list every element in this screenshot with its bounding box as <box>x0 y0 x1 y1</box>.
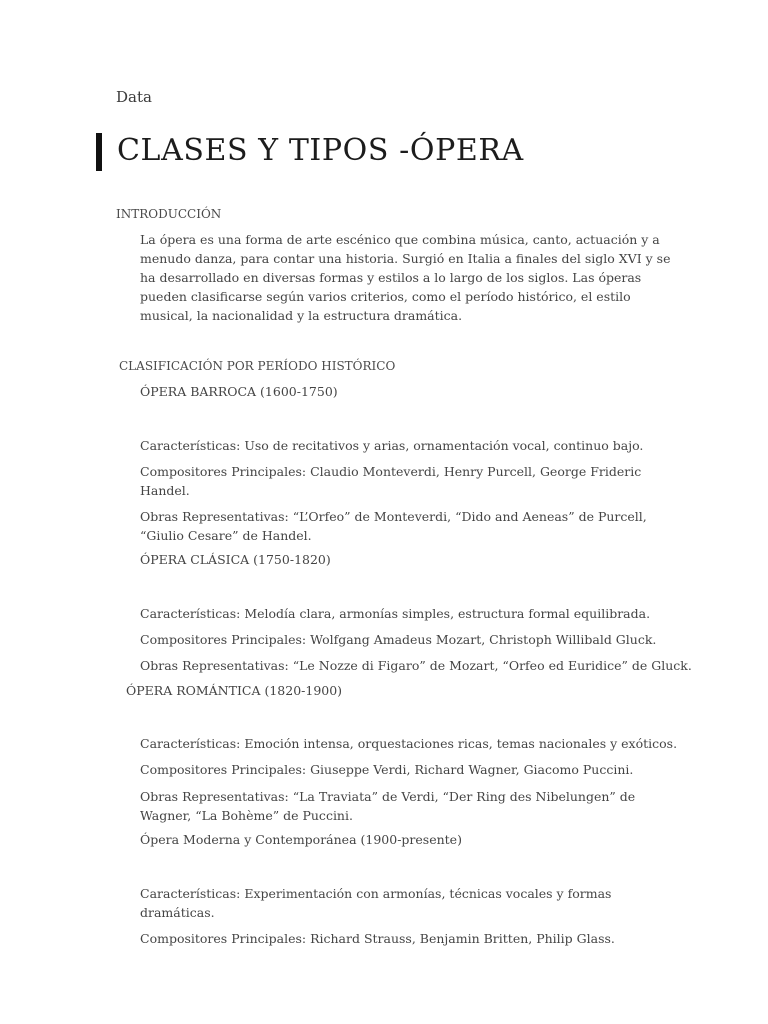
moderna-characteristics <box>140 884 650 922</box>
works-line: Obras Representativas: “L’Orfeo” de Monteverdi, “Dido and Aeneas” de Purcell, <box>140 509 647 524</box>
romantica-works <box>140 787 650 825</box>
clasica-characteristics <box>140 604 650 623</box>
title-accent-bar <box>96 133 102 171</box>
works-line: Obras Representativas: “La Traviata” de Verdi, “Der Ring des Nibelungen” de <box>140 789 636 804</box>
composers-line: Handel. <box>140 483 190 498</box>
composers-line: Compositores Principales: Wolfgang Amadeus Mozart, Christoph Willibald Gluck. <box>140 632 657 647</box>
section-heading-introduction: INTRODUCCIÓN <box>116 207 222 221</box>
intro-line: ha desarrollado en diversas formas y estilos a lo largo de los siglos. Las óperas <box>140 270 642 285</box>
intro-line: pueden clasificarse según varios criterios, como el período histórico, el estilo <box>140 289 631 304</box>
document-label: Data <box>116 88 152 106</box>
composers-line: Compositores Principales: Richard Strauss, Benjamin Britten, Philip Glass. <box>140 931 615 946</box>
intro-line: musical, la nacionalidad y la estructura dramática. <box>140 308 463 323</box>
section-heading-classification: CLASIFICACIÓN POR PERÍODO HISTÓRICO <box>119 359 396 373</box>
barroca-composers <box>140 462 650 500</box>
intro-paragraph <box>140 230 671 325</box>
characteristics-line: dramáticas. <box>140 905 215 920</box>
characteristics-line: Características: Experimentación con armonías, técnicas vocales y formas <box>140 886 612 901</box>
period-title-clasica: ÓPERA CLÁSICA (1750-1820) <box>140 552 331 567</box>
clasica-works <box>140 656 692 675</box>
barroca-works <box>140 507 650 545</box>
romantica-composers <box>140 760 650 779</box>
period-title-romantica: ÓPERA ROMÁNTICA (1820-1900) <box>126 683 343 698</box>
composers-line: Compositores Principales: Giuseppe Verdi, Richard Wagner, Giacomo Puccini. <box>140 762 634 777</box>
moderna-composers <box>140 929 650 948</box>
characteristics-line: Características: Emoción intensa, orquestaciones ricas, temas nacionales y exóticos. <box>140 736 678 751</box>
barroca-characteristics <box>140 436 650 455</box>
intro-line: menudo danza, para contar una historia. Surgió en Italia a finales del siglo XVI y se <box>140 251 671 266</box>
period-title-moderna: Ópera Moderna y Contemporánea (1900-presente) <box>140 832 462 847</box>
works-line: “Giulio Cesare” de Handel. <box>140 528 312 543</box>
page-title: CLASES Y TIPOS -ÓPERA <box>117 133 524 168</box>
clasica-composers <box>140 630 657 649</box>
characteristics-line: Características: Uso de recitativos y arias, ornamentación vocal, continuo bajo. <box>140 438 644 453</box>
characteristics-line: Características: Melodía clara, armonías simples, estructura formal equilibrada. <box>140 606 651 621</box>
works-line: Obras Representativas: “Le Nozze di Figaro” de Mozart, “Orfeo ed Euridice” de Gluck. <box>140 658 692 673</box>
works-line: Wagner, “La Bohème” de Puccini. <box>140 808 353 823</box>
romantica-characteristics <box>140 734 678 753</box>
period-title-barroca: ÓPERA BARROCA (1600-1750) <box>140 384 338 399</box>
composers-line: Compositores Principales: Claudio Monteverdi, Henry Purcell, George Frideric <box>140 464 642 479</box>
intro-line: La ópera es una forma de arte escénico que combina música, canto, actuación y a <box>140 232 660 247</box>
